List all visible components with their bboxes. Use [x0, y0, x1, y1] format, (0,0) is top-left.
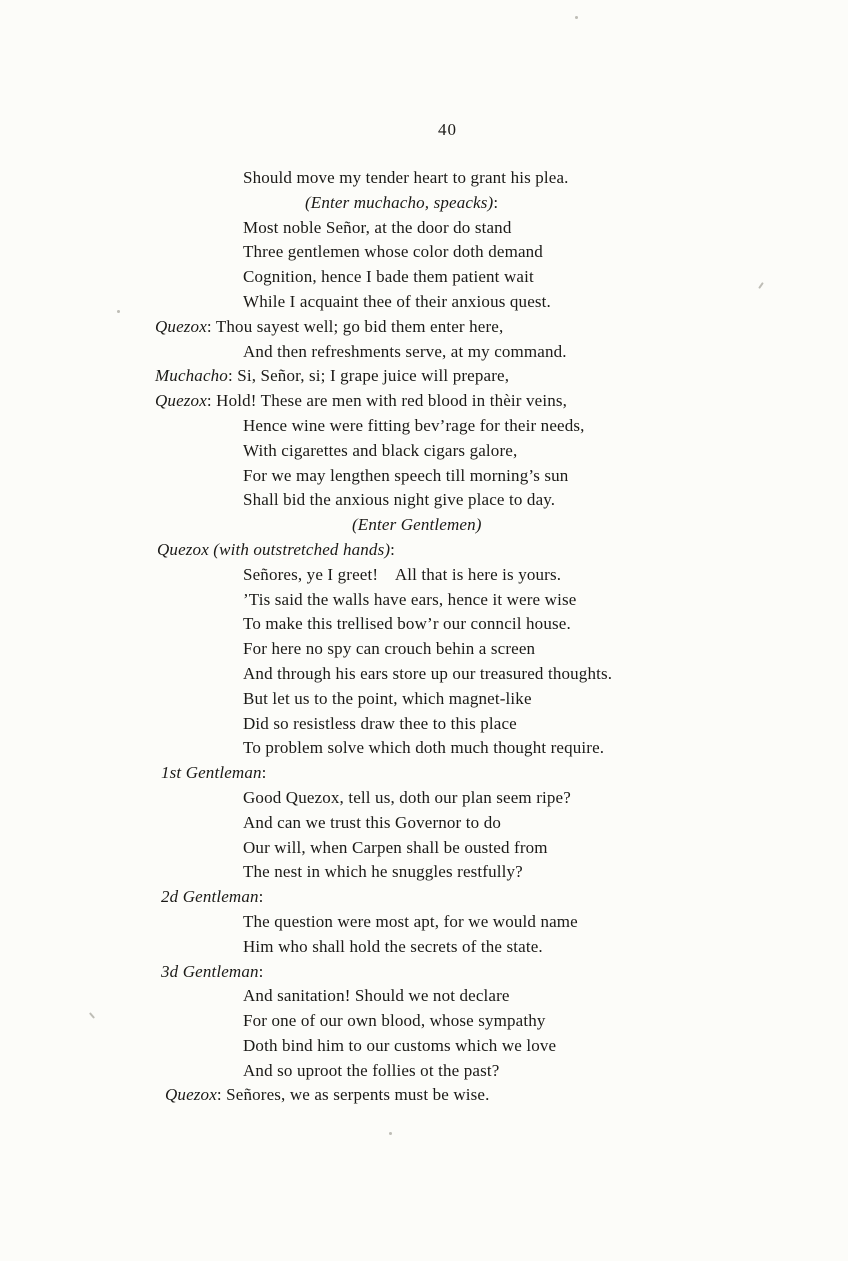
scan-artifact: [575, 16, 578, 19]
text-line: [155, 860, 795, 885]
plain-text: Good Quezox, tell us, doth our plan seem ripe?: [243, 787, 571, 807]
page-number: 40: [438, 120, 457, 139]
plain-text: Hence wine were fitting bev’rage for their needs,: [243, 415, 585, 435]
text-line: [155, 216, 795, 241]
plain-text: And through his ears store up our treasured thoughts.: [243, 663, 613, 683]
text-line: [155, 389, 795, 414]
text-line: [155, 340, 795, 365]
text-line: [155, 588, 795, 613]
plain-text: :: [258, 961, 264, 981]
plain-text: And so uproot the follies ot the past?: [243, 1060, 500, 1080]
text-line: [155, 786, 795, 811]
text-line: [155, 563, 795, 588]
plain-text: And can we trust this Governor to do: [243, 812, 501, 832]
text-line: [155, 290, 795, 315]
plain-text: :: [261, 763, 267, 783]
plain-text: For one of our own blood, whose sympathy: [243, 1011, 546, 1031]
plain-text: :: [258, 887, 264, 907]
italic-text: Muchacho: [155, 366, 228, 386]
text-line: [155, 191, 795, 216]
italic-text: Quezox: [155, 316, 207, 336]
plain-text: The question were most apt, for we would name: [243, 911, 578, 931]
plain-text: : Thou sayest well; go bid them enter here,: [206, 316, 504, 336]
plain-text: For here no spy can crouch behin a screen: [243, 639, 536, 659]
plain-text: Our will, when Carpen shall be ousted from: [243, 837, 548, 857]
plain-text: : Señores, we as serpents must be wise.: [216, 1085, 490, 1105]
plain-text: Cognition, hence I bade them patient wait: [243, 267, 534, 287]
text-line: [155, 513, 795, 538]
text-line: [155, 736, 795, 761]
plain-text: : Hold! These are men with red blood in thèir veins,: [206, 391, 568, 411]
italic-text: 1st Gentleman: [161, 763, 262, 783]
plain-text: :: [493, 192, 499, 212]
text-line: [155, 538, 795, 563]
scan-artifact: [117, 310, 120, 313]
text-line: [155, 414, 795, 439]
text-line: [155, 315, 795, 340]
plain-text: ’Tis said the walls have ears, hence it were wise: [243, 589, 577, 609]
text-line: [155, 910, 795, 935]
text-line: [155, 687, 795, 712]
text-line: [155, 240, 795, 265]
italic-text: Quezox (with outstretched hands): [157, 539, 391, 559]
plain-text: Doth bind him to our customs which we love: [243, 1035, 557, 1055]
italic-text: (Enter Gentlemen): [352, 515, 482, 535]
plain-text: Him who shall hold the secrets of the state.: [243, 936, 543, 956]
plain-text: Did so resistless draw thee to this place: [243, 713, 517, 733]
italic-text: 3d Gentleman: [161, 961, 259, 981]
plain-text: : Si, Señor, si; I grape juice will prepare,: [227, 366, 510, 386]
text-line: [155, 1009, 795, 1034]
plain-text: And sanitation! Should we not declare: [243, 986, 510, 1006]
plain-text: With cigarettes and black cigars galore,: [243, 440, 518, 460]
text-line: [155, 612, 795, 637]
plain-text: The nest in which he snuggles restfully?: [243, 862, 523, 882]
plain-text: And then refreshments serve, at my command.: [243, 341, 567, 361]
text-line: [155, 1034, 795, 1059]
plain-text: Señores, ye I greet! All that is here is yours.: [243, 564, 562, 584]
plain-text: To make this trellised bow’r our conncil house.: [243, 614, 571, 634]
scan-artifact: [89, 1012, 95, 1019]
text-lines: [155, 166, 795, 1108]
text-line: [155, 364, 795, 389]
plain-text: Three gentlemen whose color doth demand: [243, 242, 543, 262]
text-line: [155, 1083, 795, 1108]
text-line: [155, 439, 795, 464]
plain-text: Most noble Señor, at the door do stand: [243, 217, 512, 237]
text-line: [155, 761, 795, 786]
text-line: [155, 836, 795, 861]
plain-text: But let us to the point, which magnet-like: [243, 688, 532, 708]
text-line: [155, 166, 795, 191]
plain-text: While I acquaint thee of their anxious quest.: [243, 291, 551, 311]
text-line: [155, 637, 795, 662]
text-line: [155, 811, 795, 836]
text-line: [155, 488, 795, 513]
plain-text: :: [390, 539, 396, 559]
text-line: [155, 712, 795, 737]
italic-text: Quezox: [155, 391, 207, 411]
text-line: [155, 960, 795, 985]
plain-text: To problem solve which doth much thought require.: [243, 738, 605, 758]
plain-text: For we may lengthen speech till morning’s sun: [243, 465, 569, 485]
scan-artifact: [389, 1132, 392, 1135]
plain-text: Should move my tender heart to grant his plea.: [243, 168, 569, 187]
text-line: [155, 662, 795, 687]
text-line: [155, 265, 795, 290]
italic-text: 2d Gentleman: [161, 887, 259, 907]
text-line: [155, 1059, 795, 1084]
text-line: [155, 984, 795, 1009]
plain-text: Shall bid the anxious night give place to day.: [243, 490, 556, 510]
italic-text: Quezox: [165, 1085, 217, 1105]
text-line: [155, 464, 795, 489]
italic-text: (Enter muchacho, speacks): [305, 192, 494, 212]
text-line: [155, 935, 795, 960]
text-line: [155, 885, 795, 910]
